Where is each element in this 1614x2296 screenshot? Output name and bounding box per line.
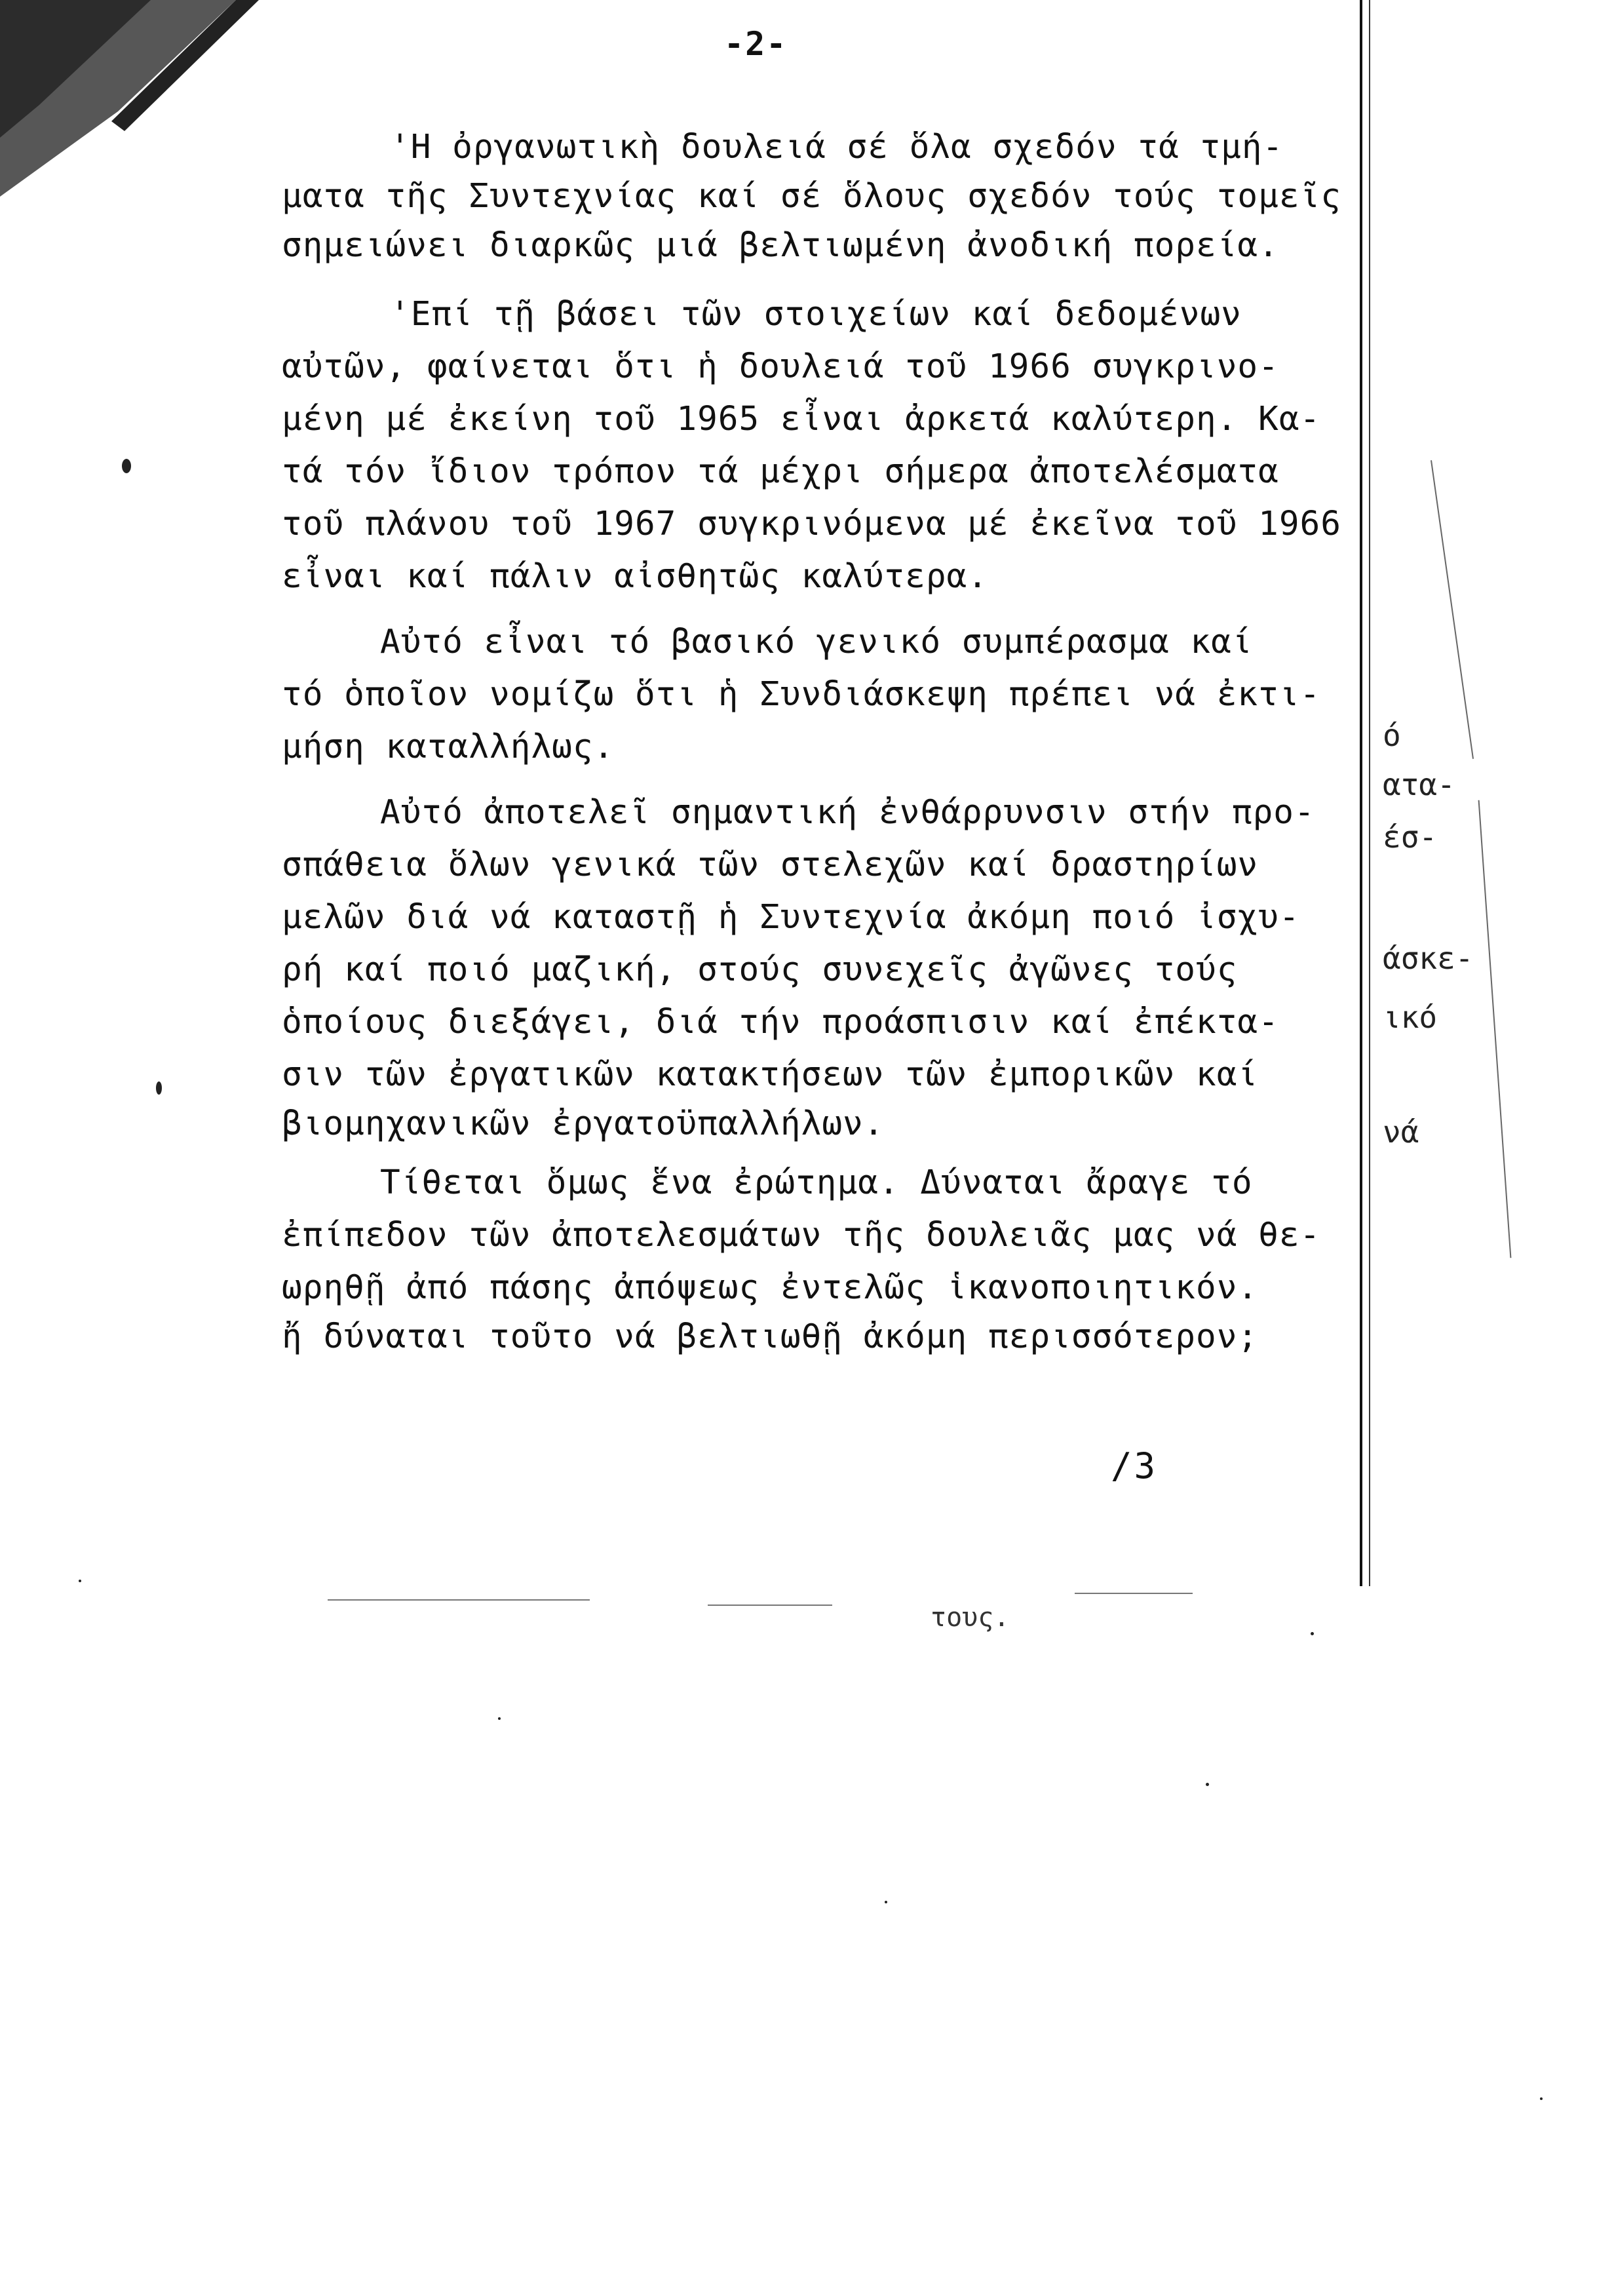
- margin-bleed-text: άσκε-: [1383, 941, 1474, 976]
- ink-speck: [79, 1580, 81, 1582]
- ink-speck: [1206, 1783, 1209, 1786]
- ink-speck: [885, 1901, 887, 1903]
- margin-bleed-text: ό: [1383, 718, 1401, 753]
- text-line: μένη μέ ἐκείνη τοῦ 1965 εἶναι ἀρκετά καλύτερη. Κα-: [282, 400, 1321, 438]
- text-line: μελῶν διά νά καταστῇ ἡ Συντεχνία ἀκόμη ποιό ἰσχυ-: [282, 898, 1300, 937]
- margin-bleed-text: ατα-: [1383, 767, 1455, 802]
- text-line: βιομηχανικῶν ἐργατοϋπαλλήλων.: [282, 1104, 885, 1143]
- text-line: 'Επί τῇ βάσει τῶν στοιχείων καί δεδομένων: [390, 295, 1242, 334]
- text-line: ὁποίους διεξάγει, διά τήν προάσπισιν καί ἐπέκτα-: [282, 1003, 1279, 1041]
- page-number: -2-: [724, 25, 788, 63]
- text-line: σημειώνει διαρκῶς μιά βελτιωμένη ἀνοδική πορεία.: [282, 226, 1279, 265]
- page-edge-line: [1360, 0, 1370, 1586]
- text-line: ἤ δύναται τοῦτο νά βελτιωθῇ ἀκόμη περισσότερον;: [282, 1317, 1259, 1356]
- text-line: τοῦ πλάνου τοῦ 1967 συγκρινόμενα μέ ἐκεῖνα τοῦ 1966: [282, 505, 1341, 543]
- text-line: Αὐτό ἀποτελεῖ σημαντική ἐνθάρρυνσιν στήν προ-: [380, 793, 1315, 832]
- text-line: ωρηθῇ ἀπό πάσης ἀπόψεως ἐντελῶς ἱκανοποιητικόν.: [282, 1268, 1259, 1307]
- continuation-mark: /3: [1111, 1445, 1158, 1487]
- ink-speck: [122, 459, 131, 473]
- bleed-dash: [1075, 1593, 1193, 1594]
- ink-speck: [498, 1717, 501, 1720]
- ink-speck: [1311, 1632, 1314, 1635]
- text-line: Αὐτό εἶναι τό βασικό γενικό συμπέρασμα καί: [380, 623, 1253, 661]
- text-line: ματα τῆς Συντεχνίας καί σέ ὅλους σχεδόν τούς τομεῖς: [282, 177, 1341, 216]
- text-line: ρή καί ποιό μαζική, στούς συνεχεῖς ἀγῶνες τούς: [282, 950, 1238, 989]
- bleed-through-footer: τους.: [931, 1603, 1010, 1633]
- text-line: 'Η ὀργανωτικὴ δουλειά σέ ὅλα σχεδόν τά τμή-: [390, 128, 1284, 166]
- margin-bleed-text: έσ-: [1383, 819, 1438, 855]
- margin-bleed-text: ικό: [1383, 1000, 1438, 1035]
- text-line: σπάθεια ὅλων γενικά τῶν στελεχῶν καί δραστηρίων: [282, 846, 1259, 884]
- margin-bleed-text: νά: [1383, 1114, 1419, 1150]
- text-line: ἐπίπεδον τῶν ἀποτελεσμάτων τῆς δουλειᾶς μας νά θε-: [282, 1216, 1321, 1255]
- text-line: αὐτῶν, φαίνεται ὅτι ἡ δουλειά τοῦ 1966 συγκρινο-: [282, 347, 1279, 386]
- text-line: εἶναι καί πάλιν αἰσθητῶς καλύτερα.: [282, 557, 988, 596]
- text-line: σιν τῶν ἐργατικῶν κατακτήσεων τῶν ἐμπορικῶν καί: [282, 1055, 1259, 1094]
- ink-speck: [156, 1081, 162, 1095]
- bleed-dash: [328, 1599, 590, 1601]
- bleed-dash: [708, 1605, 832, 1606]
- text-line: Τίθεται ὅμως ἕνα ἐρώτημα. Δύναται ἄραγε τό: [380, 1163, 1253, 1202]
- text-line: τά τόν ἴδιον τρόπον τά μέχρι σήμερα ἀποτελέσματα: [282, 452, 1279, 491]
- ink-speck: [1540, 2097, 1543, 2100]
- text-line: τό ὁποῖον νομίζω ὅτι ἡ Συνδιάσκεψη πρέπει νά ἐκτι-: [282, 675, 1321, 714]
- text-line: μήση καταλλήλως.: [282, 728, 615, 766]
